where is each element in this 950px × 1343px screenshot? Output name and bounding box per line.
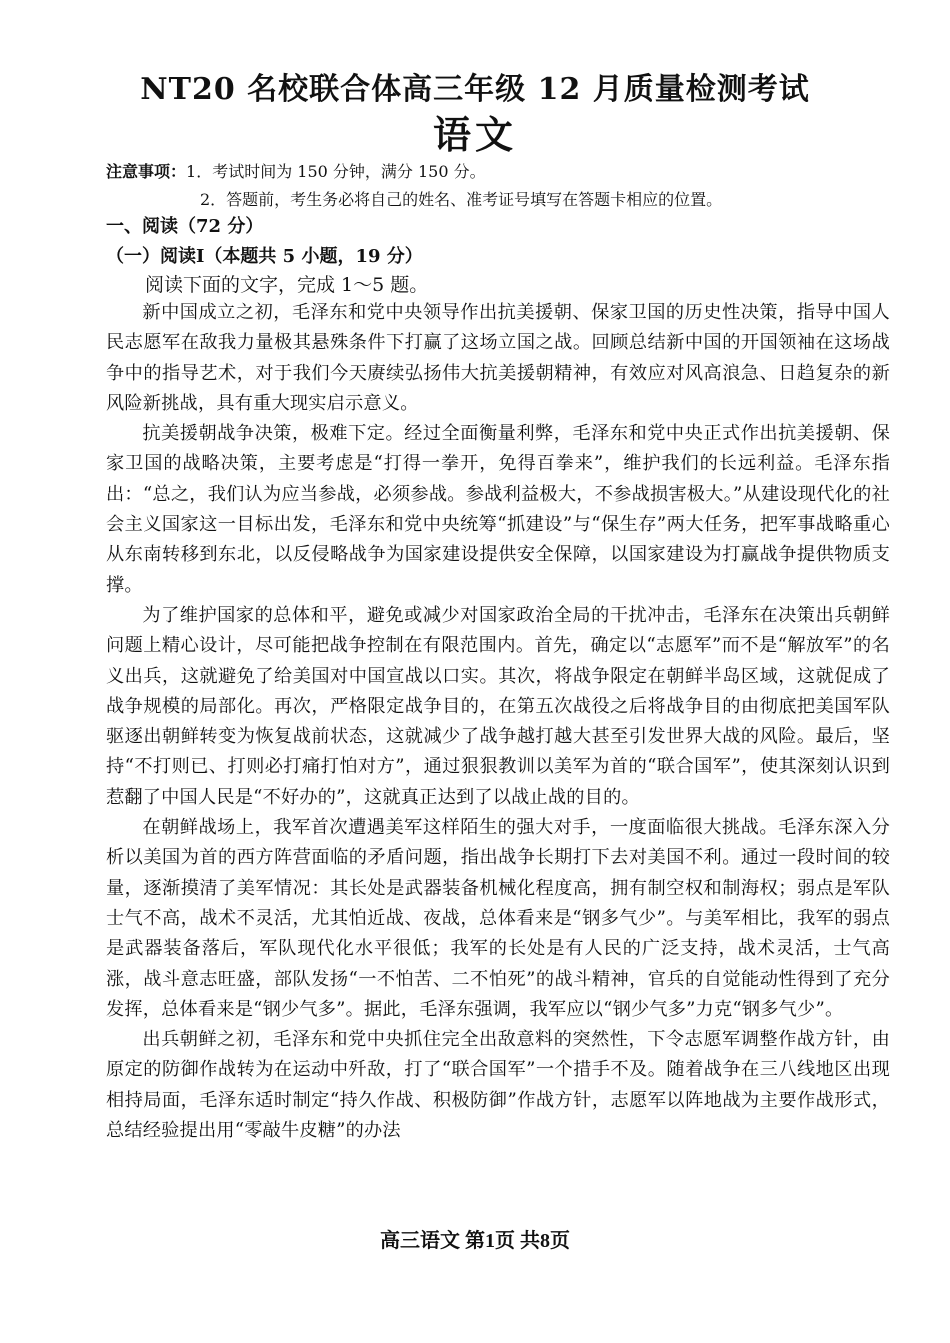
subject-title: 语文 (432, 112, 517, 157)
reading-instruction: 阅读下面的文字，完成 1～5 题。 (145, 274, 429, 296)
passage-paragraph-2: 抗美援朝战争决策，极难下定。经过全面衡量利弊，毛泽东和党中央正式作出抗美援朝、保家卫国的战略决策，主要考虑是“打得一拳开，免得百拳来”，维护我们的长远利益。毛泽东指出：“总之，我们认为应当参战，必须参战。参战利益极大，不参战损害极大。”从建设现代化的社会主义国家这一目标出发，毛泽东和党中央统筹“抓建设”与“保生存”两大任务，把军事战略重心从东南转移到东北，以反侵略战争为国家建设提供安全保障，以国家建设为打赢战争提供物质支撑。 (106, 423, 890, 596)
passage-paragraph-3: 为了维护国家的总体和平，避免或减少对国家政治全局的干扰冲击，毛泽东在决策出兵朝鲜问题上精心设计，尽可能把战争控制在有限范围内。首先，确定以“志愿军”而不是“解放军”的名义出兵，这就避免了给美国对中国宣战以口实。其次，将战争限定在朝鲜半岛区域，这就促成了战争规模的局部化。再次，严格限定战争目的，在第五次战役之后将战争目的由彻底把美国军队驱逐出朝鲜转变为恢复战前状态，这就减少了战争越打越大甚至引发世界大战的风险。最后，坚持“不打则已、打则必打痛打怕对方”，通过狠狠教训以美军为首的“联合国军”，使其深刻认识到惹翻了中国人民是“不好办的”，这就真正达到了以战止战的目的。 (106, 604, 890, 808)
notice-item-2 (200, 186, 900, 214)
exam-title: NT20 名校联合体高三年级 12 月质量检测考试 (140, 72, 810, 107)
notice-label: 注意事项： (106, 162, 187, 181)
notice-item-1 (106, 158, 906, 186)
passage-paragraph-5: 出兵朝鲜之初，毛泽东和党中央抓住完全出敌意料的突然性，下令志愿军调整作战方针，由原定的防御作战转为在运动中歼敌，打了“联合国军”一个措手不及。随着战争在三八线地区出现相持局面，毛泽东适时制定“持久作战、积极防御”作战方针，志愿军以阵地战为主要作战形式，总结经验提出用“零敲牛皮糖”的办法 (106, 1029, 890, 1142)
section-heading-reading: 一、阅读（72 分） (106, 216, 264, 237)
notice-text-1: 1．考试时间为 150 分钟，满分 150 分。 (186, 162, 486, 181)
page-footer: 高三语文 第1页 共8页 (380, 1230, 570, 1252)
passage-paragraph-4: 在朝鲜战场上，我军首次遭遇美军这样陌生的强大对手，一度面临很大挑战。毛泽东深入分析以美国为首的西方阵营面临的矛盾问题，指出战争长期打下去对美国不利。通过一段时间的较量，逐渐摸清了美军情况：其长处是武器装备机械化程度高，拥有制空权和制海权；弱点是军队士气不高，战术不灵活，尤其怕近战、夜战，总体看来是“钢多气少”。与美军相比，我军的弱点是武器装备落后，军队现代化水平很低；我军的长处是有人民的广泛支持，战术灵活，士气高涨，战斗意志旺盛，部队发扬“一不怕苦、二不怕死”的战斗精神，官兵的自觉能动性得到了充分发挥，总体看来是“钢少气多”。据此，毛泽东强调，我军应以“钢少气多”力克“钢多气少”。 (106, 817, 890, 1020)
notice-text-2: 2．答题前，考生务必将自己的姓名、准考证号填写在答题卡相应的位置。 (200, 190, 723, 209)
passage-paragraph-1: 新中国成立之初，毛泽东和党中央领导作出抗美援朝、保家卫国的历史性决策，指导中国人民志愿军在敌我力量极其悬殊条件下打赢了这场立国之战。回顾总结新中国的开国领袖在这场战争中的指导艺术，对于我们今天赓续弘扬伟大抗美援朝精神，有效应对风高浪急、日趋复杂的新风险新挑战，具有重大现实启示意义。 (106, 302, 890, 414)
reading-passage (106, 298, 890, 1218)
section-heading-reading-1: （一）阅读Ⅰ（本题共 5 小题，19 分） (106, 246, 423, 267)
